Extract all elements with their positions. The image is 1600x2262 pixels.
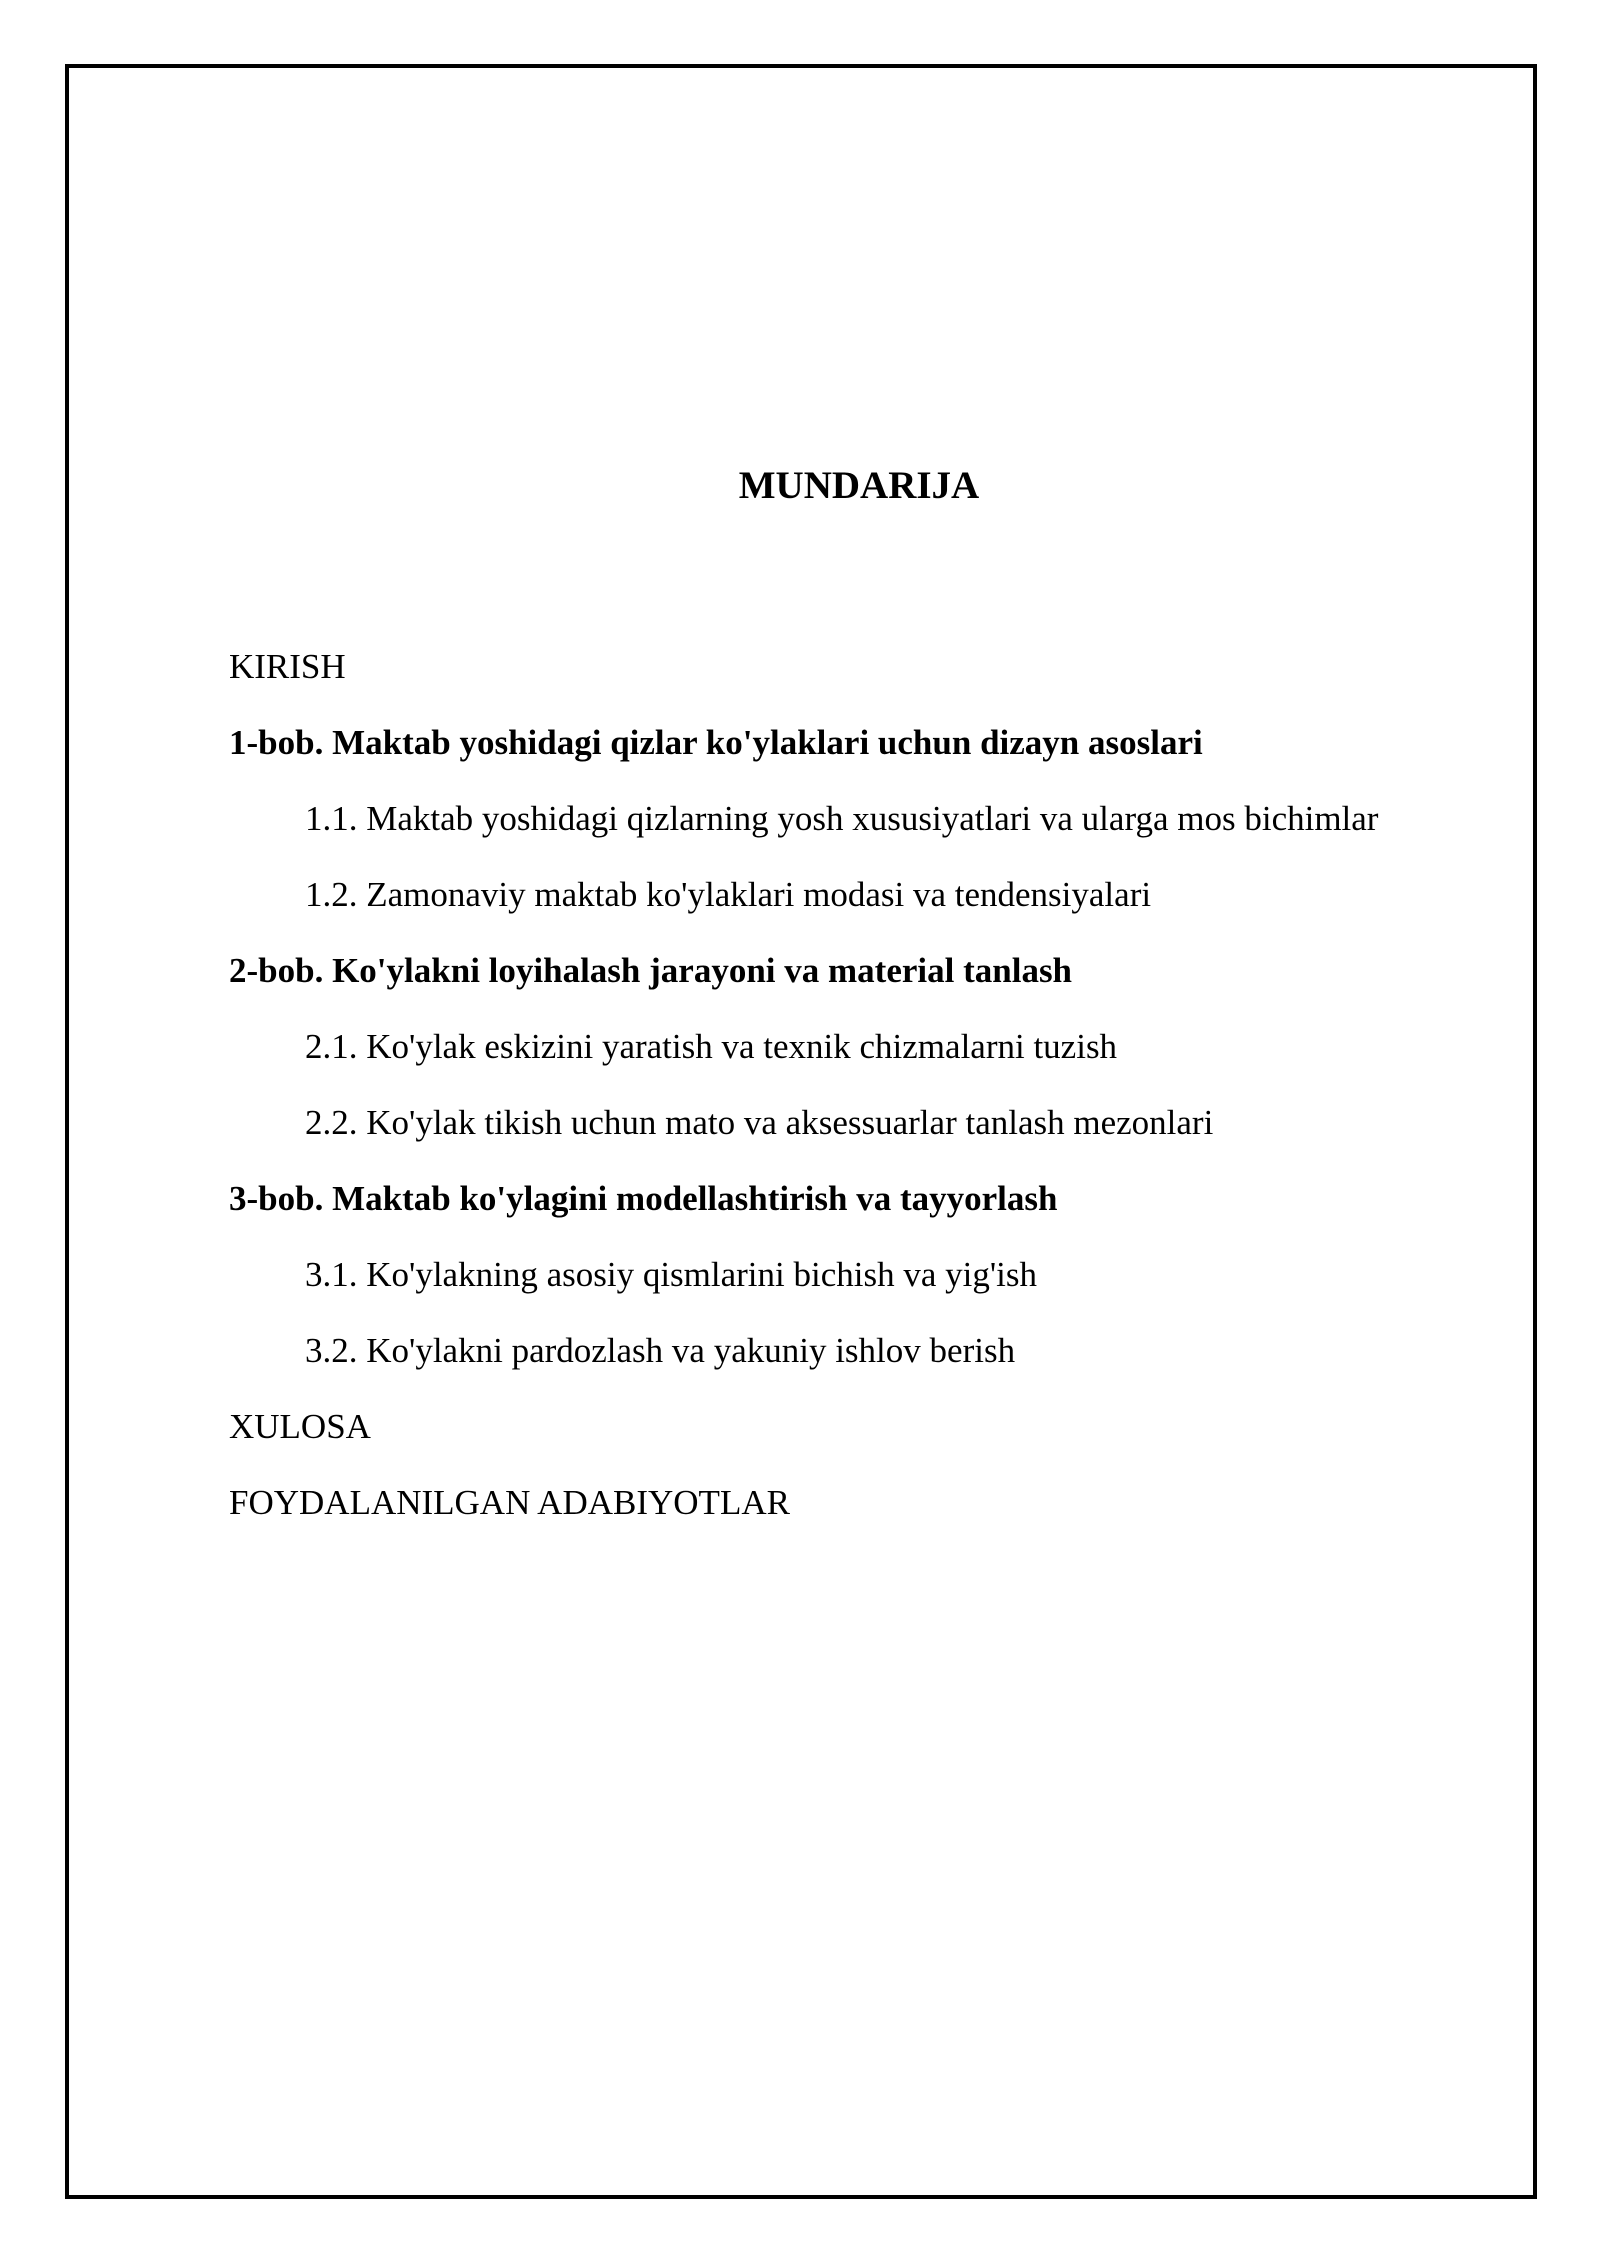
table-of-contents xyxy=(229,643,1378,1555)
toc-section-2-1: 2.1. Ko'ylak eskizini yaratish va texnik chizmalarni tuzish xyxy=(305,1027,1118,1066)
toc-entry-conclusion: XULOSA xyxy=(229,1407,371,1446)
toc-chapter-1: 1-bob. Maktab yoshidagi qizlar ko'ylaklari uchun dizayn asoslari xyxy=(229,723,1203,762)
toc-section-3-2: 3.2. Ko'ylakni pardozlash va yakuniy ishlov berish xyxy=(305,1331,1016,1370)
toc-section-2-2: 2.2. Ko'ylak tikish uchun mato va aksessuarlar tanlash mezonlari xyxy=(305,1103,1214,1142)
toc-chapter-2: 2-bob. Ko'ylakni loyihalash jarayoni va material tanlash xyxy=(229,951,1073,990)
toc-entry-references: FOYDALANILGAN ADABIYOTLAR xyxy=(229,1483,790,1522)
toc-section-1-2: 1.2. Zamonaviy maktab ko'ylaklari modasi va tendensiyalari xyxy=(305,875,1152,914)
toc-section-1-1: 1.1. Maktab yoshidagi qizlarning yosh xususiyatlari va ularga mos bichimlar xyxy=(305,799,1379,838)
toc-title: MUNDARIJA xyxy=(738,464,980,507)
toc-entry-introduction: KIRISH xyxy=(229,647,346,686)
toc-chapter-3: 3-bob. Maktab ko'ylagini modellashtirish va tayyorlash xyxy=(229,1179,1058,1218)
toc-section-3-1: 3.1. Ko'ylakning asosiy qismlarini bichish va yig'ish xyxy=(305,1255,1038,1294)
